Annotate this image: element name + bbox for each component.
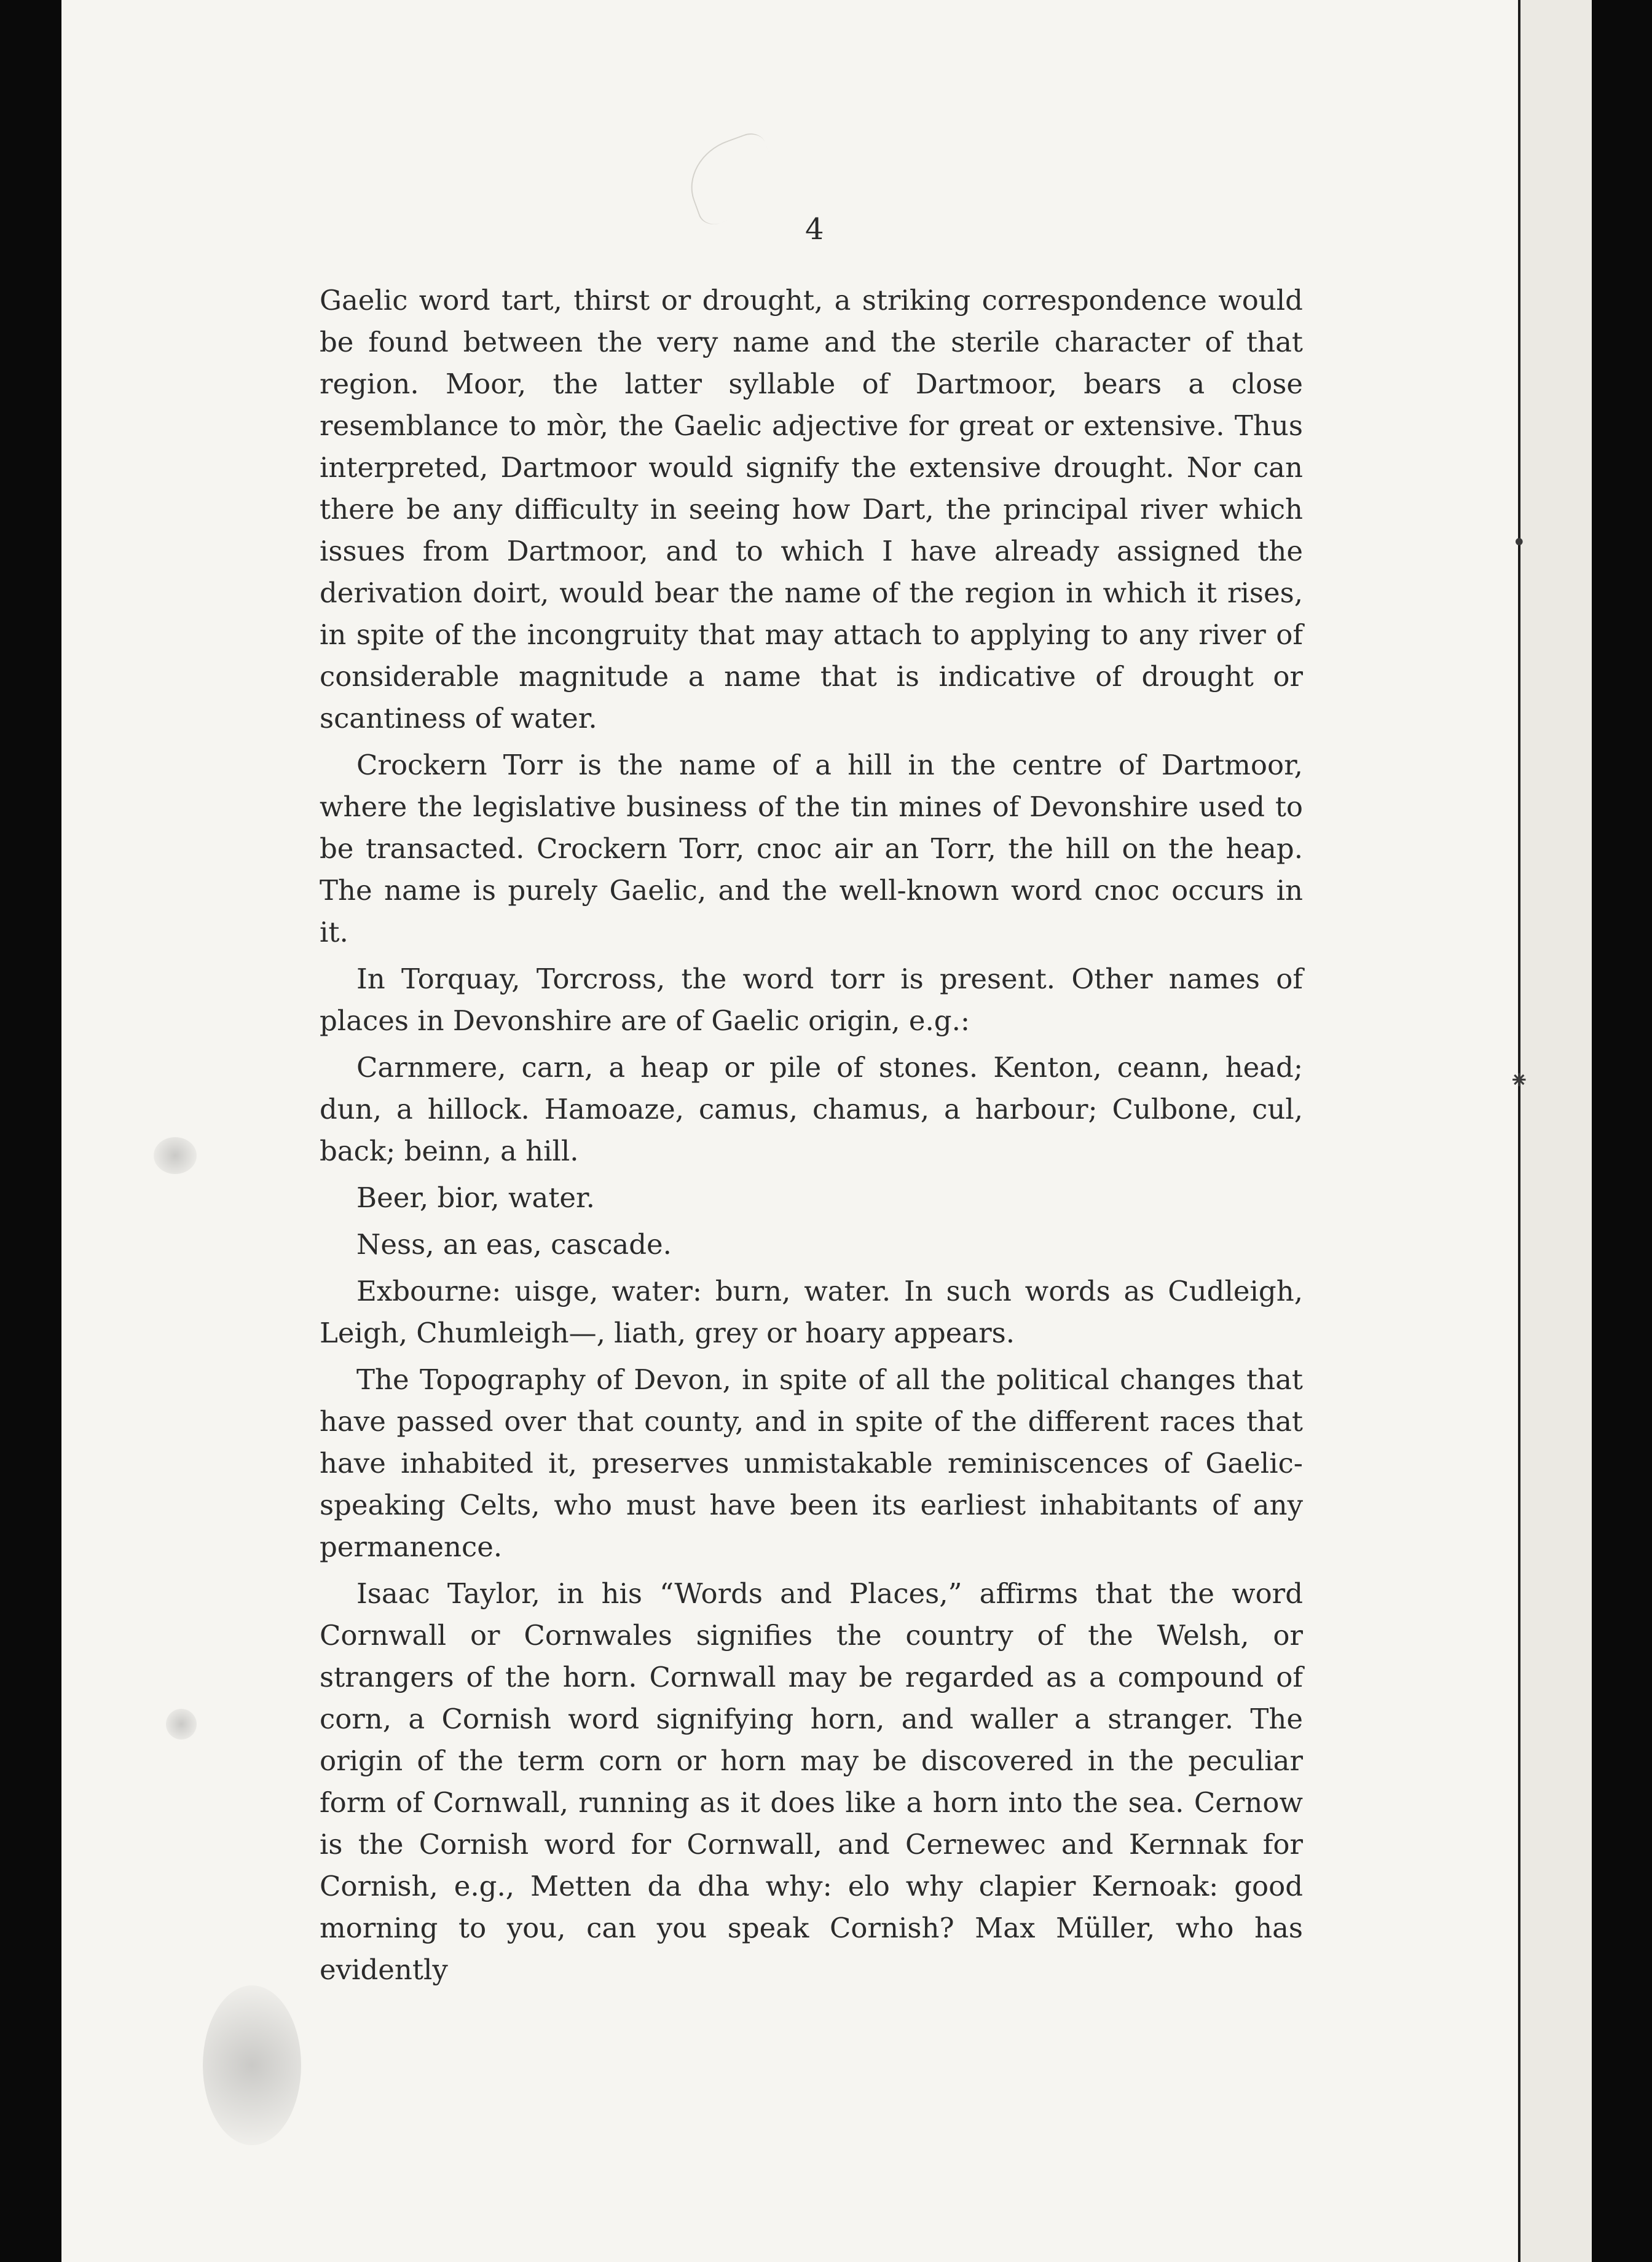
paragraph: Isaac Taylor, in his “Words and Places,” affirms that the word Cornwall or Cornwales signifies the country of the Welsh, or strangers of the horn. Cornwall may be regarded as a compound of corn, a Cornish word signifying horn, and waller a stranger. The origin of the term corn or horn may be discovered in the peculiar form of Cornwall, running as it does like a horn into the sea. Cernow is the Cornish word for Cornwall, and Cernewec and Kernnak for Cornish, e.g., Metten da dha why: elo why clapier Kernoak: good morning to you, can you speak Cornish? Max Müller, who has evidently: [320, 1577, 1303, 1986]
paragraph: Carnmere, carn, a heap or pile of stones. Kenton, ceann, head; dun, a hillock. Hamoaze, camus, chamus, a harbour; Culbone, cul, back; beinn, a hill.: [320, 1051, 1303, 1167]
margin-mark: •: [1512, 529, 1527, 557]
scan-border: [1592, 0, 1652, 2262]
smudge: [203, 1985, 301, 2145]
body-text: [320, 280, 1303, 1996]
paragraph: Ness, an eas, cascade.: [356, 1228, 672, 1261]
paragraph: Exbourne: uisge, water: burn, water. In such words as Cudleigh, Leigh, Chumleigh—, liath, grey or hoary appears.: [320, 1275, 1303, 1349]
margin-mark: ⁕: [1509, 1066, 1530, 1095]
paragraph: Crockern Torr is the name of a hill in the centre of Dartmoor, where the legislative business of the tin mines of Devonshire used to be transacted. Crockern Torr, cnoc air an Torr, the hill on the heap. The name is purely Gaelic, and the well-known word cnoc occurs in it.: [320, 749, 1303, 948]
paragraph: Beer, bior, water.: [356, 1181, 595, 1214]
page-gutter: [1518, 0, 1594, 2262]
smudge: [166, 1709, 197, 1740]
paragraph: The Topography of Devon, in spite of all the political changes that have passed over that county, and in spite of the different races that have inhabited it, preserves unmistakable reminiscences of Gaelic-speaking Celts, who must have been its earliest inhabitants of any permanence.: [320, 1363, 1303, 1563]
page-number: 4: [805, 212, 824, 246]
paragraph: Gaelic word tart, thirst or drought, a striking correspondence would be found between the very name and the sterile character of that region. Moor, the latter syllable of Dartmoor, bears a close resemblance to mòr, the Gaelic adjective for great or extensive. Thus interpreted, Dartmoor would signify the extensive drought. Nor can there be any difficulty in seeing how Dart, the principal river which issues from Dartmoor, and to which I have already assigned the derivation doirt, would bear the name of the region in which it rises, in spite of the incongruity that may attach to applying to any river of considerable magnitude a name that is indicative of drought or scantiness of water.: [320, 284, 1303, 735]
smudge: [154, 1137, 197, 1174]
paragraph: In Torquay, Torcross, the word torr is present. Other names of places in Devonshire are of Gaelic origin, e.g.:: [320, 963, 1303, 1037]
